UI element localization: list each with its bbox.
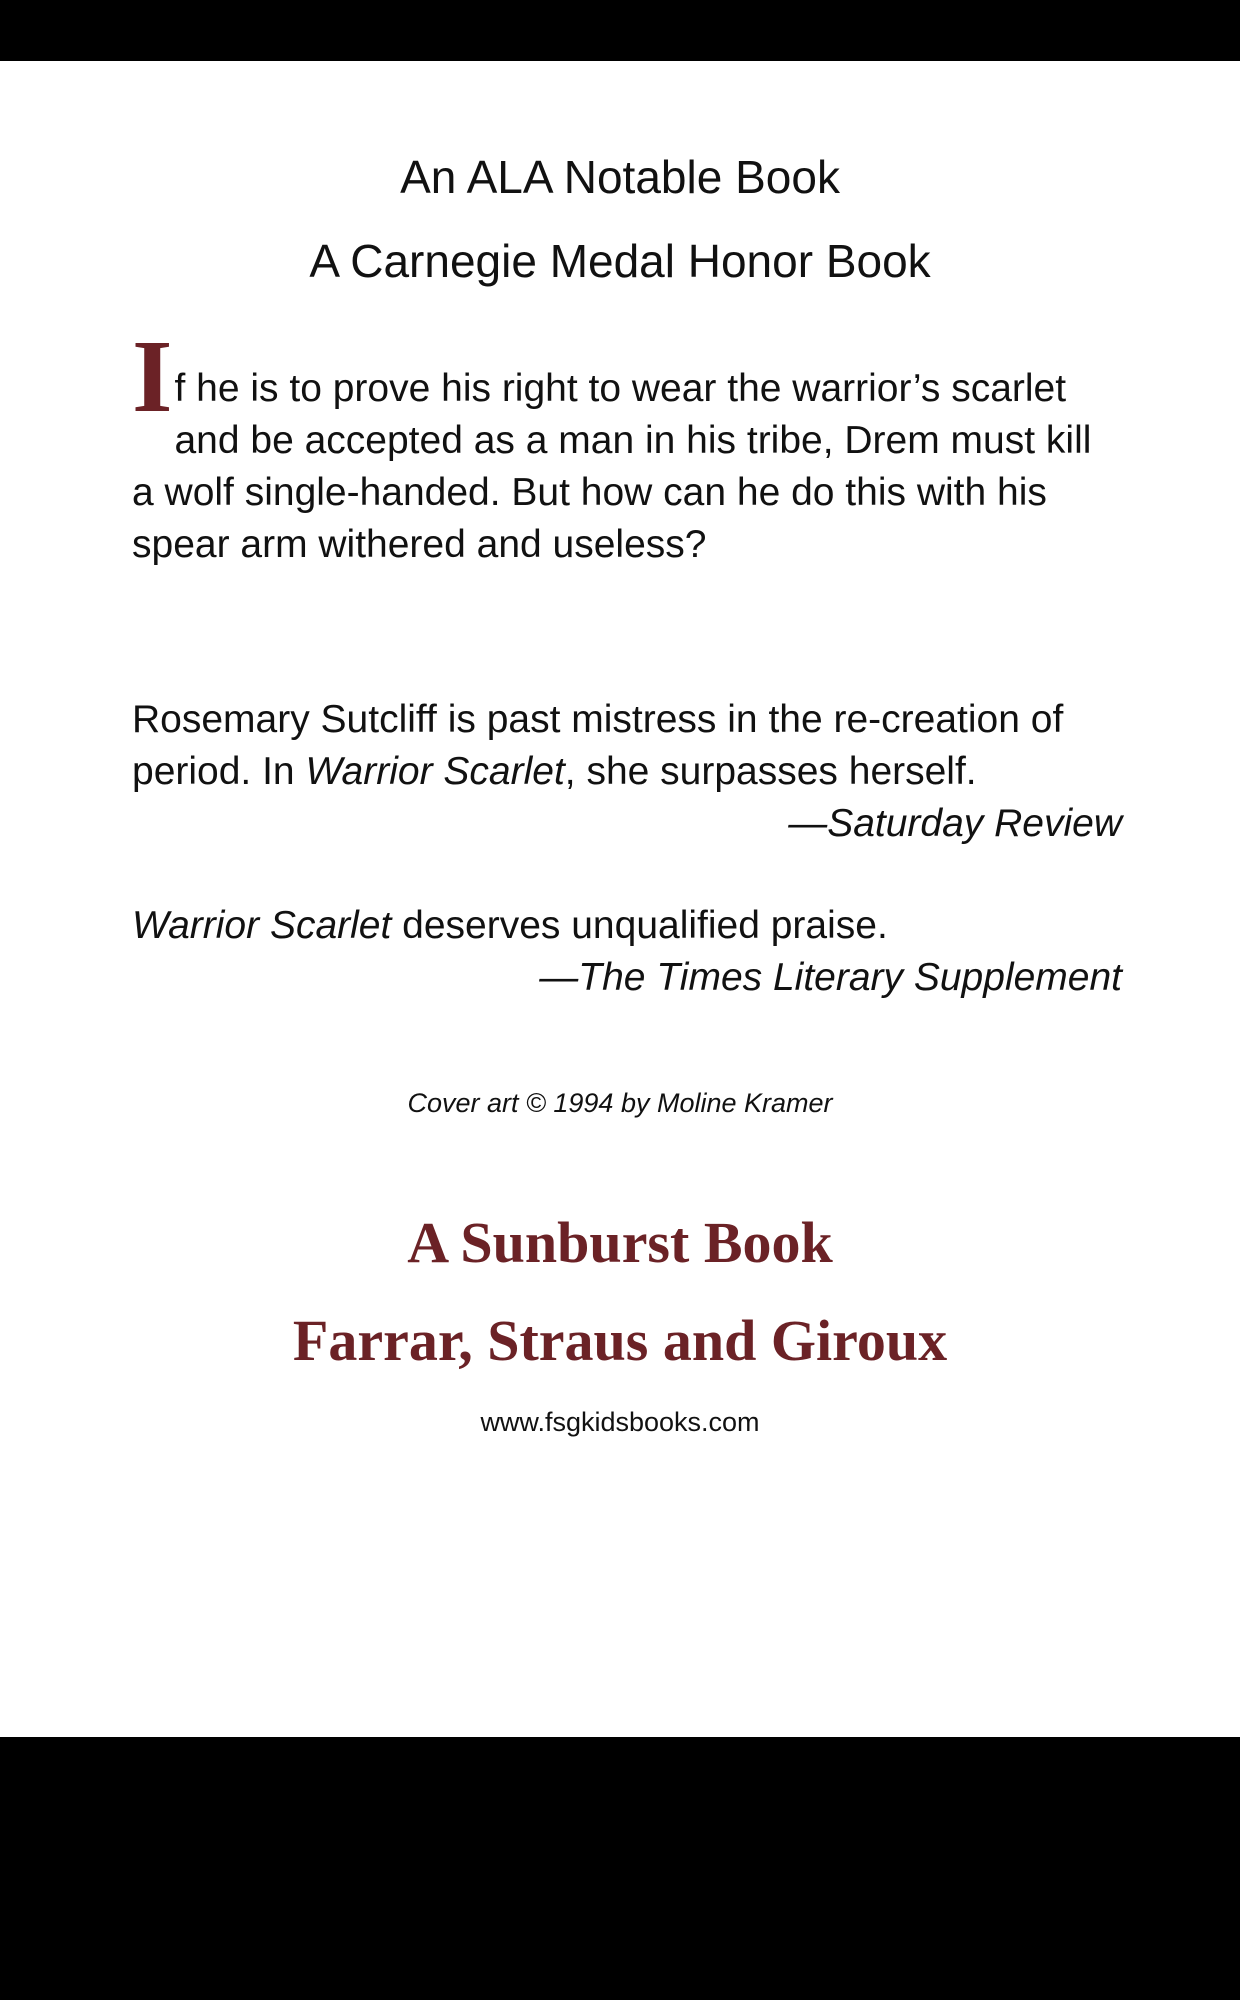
quote-book-title: Warrior Scarlet — [132, 904, 392, 947]
synopsis-first-line: f he is to prove his right to wear the warrior’s scarlet — [174, 367, 1067, 410]
quote-attribution: —The Times Literary Supplement — [539, 956, 1122, 999]
quote-text: , she surpasses herself. — [564, 750, 977, 793]
synopsis-remaining-text: and be accepted as a man in his tribe, Drem must kill a wolf single-handed. But how can he do this with his spear arm withered and useless? — [132, 419, 1092, 566]
award-ala-notable: An ALA Notable Book — [400, 151, 840, 203]
quote-attribution: —Saturday Review — [788, 802, 1122, 845]
book-back-cover-page — [0, 61, 1240, 1737]
bottom-black-bar — [0, 1737, 1240, 2000]
quote-text: deserves unqualified praise. — [391, 904, 888, 947]
cover-art-credit: Cover art © 1994 by Moline Kramer — [407, 1088, 833, 1118]
quote-book-title: Warrior Scarlet — [305, 750, 565, 793]
drop-cap-letter: I — [132, 319, 173, 434]
review-quote-saturday-review — [132, 694, 1122, 850]
imprint-sunburst: A Sunburst Book — [407, 1210, 833, 1275]
publisher-website: www.fsgkidsbooks.com — [480, 1407, 760, 1437]
top-black-bar — [0, 0, 1240, 61]
synopsis-paragraph — [132, 319, 1122, 571]
publisher-name: Farrar, Straus and Giroux — [292, 1308, 948, 1373]
award-carnegie-honor: A Carnegie Medal Honor Book — [309, 235, 931, 287]
review-quote-times-literary-supplement — [132, 900, 1122, 1004]
quote-text: Rosemary Sutcliff is past mistress in the re-creation of period. In — [132, 698, 1064, 793]
